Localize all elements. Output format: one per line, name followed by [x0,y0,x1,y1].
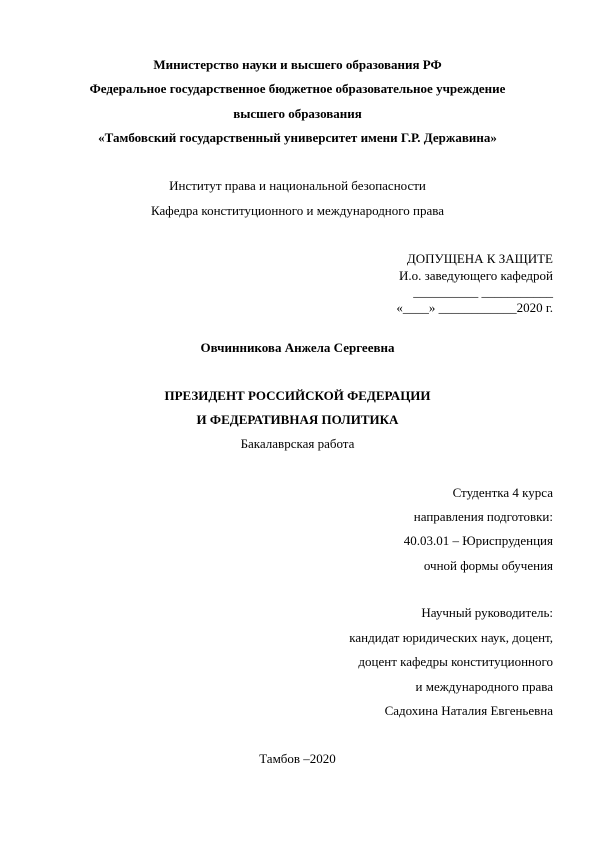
supervisor-degree: кандидат юридических наук, доцент, [349,630,553,645]
university-name: «Тамбовский государственный университет имени Г.Р. Державина» [98,130,497,145]
supervisor-position-line2: и международного права [415,679,553,694]
institute-name: Институт права и национальной безопасности [169,178,426,193]
institution-type: Федеральное государственное бюджетное образовательное учреждение [89,81,506,96]
work-type: Бакалаврская работа [240,436,355,451]
approval-position: И.о. заведующего кафедрой [398,268,553,283]
approval-status: ДОПУЩЕНА К ЗАЩИТЕ [406,251,553,266]
supervisor-label: Научный руководитель: [421,605,553,620]
ministry-name: Министерство науки и высшего образования РФ [153,57,442,72]
student-direction-label: направления подготовки: [413,509,553,524]
author-name: Овчинникова Анжела Сергеевна [200,340,395,355]
student-direction-code: 40.03.01 – Юриспруденция [403,533,553,548]
chair-name: Кафедра конституционного и международного права [151,203,444,218]
work-title-line1: ПРЕЗИДЕНТ РОССИЙСКОЙ ФЕДЕРАЦИИ [164,388,431,403]
supervisor-name: Садохина Наталия Евгеньевна [384,703,553,718]
student-study-form: очной формы обучения [423,558,553,573]
approval-signature-line: __________ ___________ [413,284,553,299]
approval-date-line: «____» ____________2020 г. [396,300,553,315]
supervisor-position-line1: доцент кафедры конституционного [358,654,553,669]
city-year: Тамбов –2020 [259,751,336,766]
education-level: высшего образования [233,106,362,121]
work-title-line2: И ФЕДЕРАТИВНАЯ ПОЛИТИКА [196,412,399,427]
student-course: Студентка 4 курса [452,485,553,500]
